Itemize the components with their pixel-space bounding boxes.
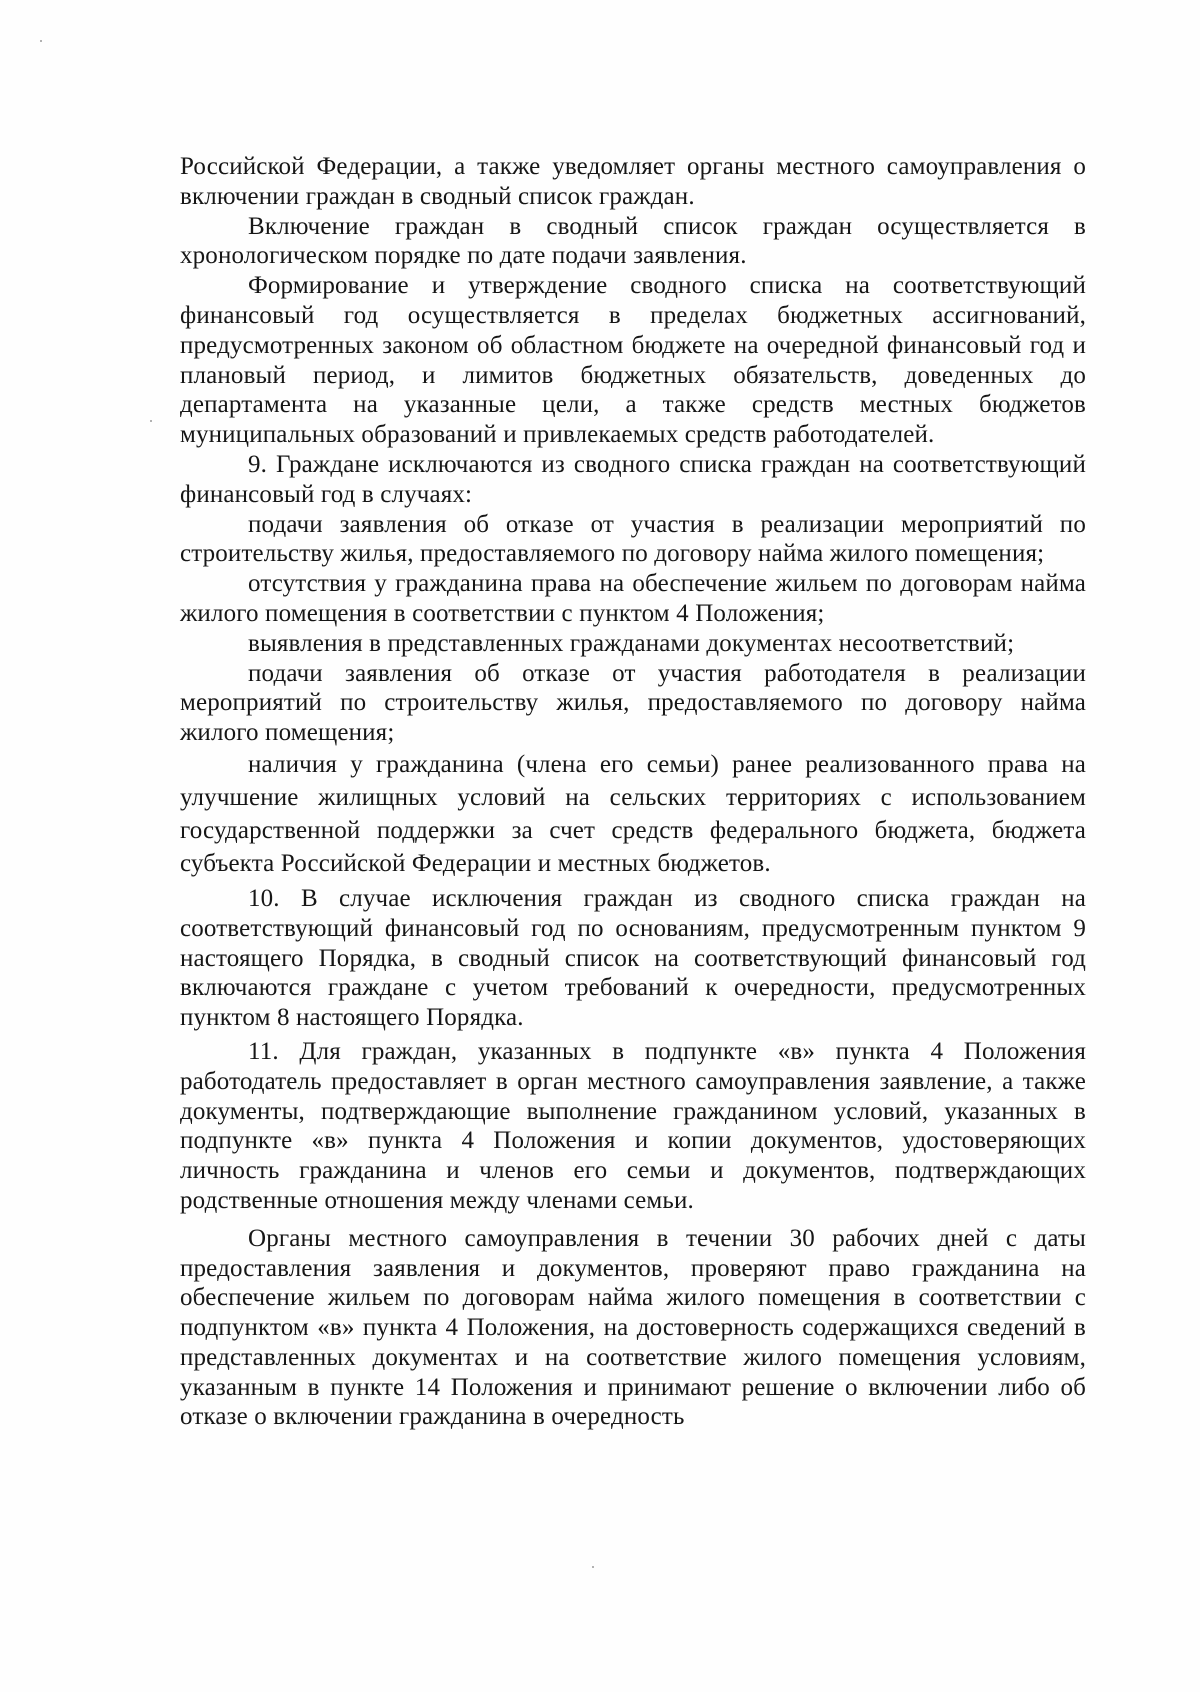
paragraph-item-10: 10. В случае исключения граждан из сводного списка граждан на соответствующий финансовый год по основаниям, предусмотренным пунктом 9 настоящего Порядка, в сводный список на соответствующий финансовый год включаются граждане с учетом требований к очередности, предусмотренных пунктом 8 настоящего Порядка. [180, 884, 1086, 1032]
paragraph-inclusion-order: Включение граждан в сводный список граждан осуществляется в хронологическом порядке по дате подачи заявления. [180, 212, 1086, 270]
document-body [180, 152, 1086, 1432]
scan-speck [150, 420, 152, 422]
paragraph-item-11: 11. Для граждан, указанных в подпункте «в» пункта 4 Положения работодатель предоставляет в орган местного самоуправления заявление, а также документы, подтверждающие выполнение гражданином условий, указанных в подпункте «в» пункта 4 Положения и копии документов, удостоверяющих личность гражданина и членов его семьи и документов, подтверждающих родственные отношения между членами семьи. [180, 1037, 1086, 1214]
paragraph-item-9: 9. Граждане исключаются из сводного списка граждан на соответствующий финансовый год в случаях: [180, 450, 1086, 508]
paragraph-list-formation: Формирование и утверждение сводного списка на соответствующий финансовый год осуществляется в пределах бюджетных ассигнований, предусмотренных законом об областном бюджете на очередной финансовый год и плановый период, и лимитов бюджетных обязательств, доведенных до департамента на указанные цели, а также средств местных бюджетов муниципальных образований и привлекаемых средств работодателей. [180, 272, 1086, 449]
paragraph-case-refusal: подачи заявления об отказе от участия в реализации мероприятий по строительству жилья, предоставляемого по договору найма жилого помещения; [180, 510, 1086, 568]
paragraph-case-employer-refusal: подачи заявления об отказе от участия работодателя в реализации мероприятий по строительству жилья, предоставляемого по договору найма жилого помещения; [180, 659, 1086, 747]
paragraph-continuation: Российской Федерации, а также уведомляет органы местного самоуправления о включении граждан в сводный список граждан. [180, 153, 1086, 210]
paragraph-local-authorities: Органы местного самоуправления в течении 30 рабочих дней с даты предоставления заявления и документов, проверяют право гражданина на обеспечение жильем по договорам найма жилого помещения в соответствии с подпунктом «в» пункта 4 Положения, на достоверность содержащихся сведений в представленных документах и на соответствие жилого помещения условиям, указанным в пункте 14 Положения и принимают решение о включении либо об отказе о включении гражданина в очередность [180, 1224, 1086, 1431]
scan-speck [592, 1566, 594, 1568]
scan-speck [40, 40, 42, 42]
paragraph-case-discrepancies: выявления в представленных гражданами документах несоответствий; [248, 629, 1015, 657]
paragraph-case-no-right: отсутствия у гражданина права на обеспечение жильем по договорам найма жилого помещения в соответствии с пунктом 4 Положения; [180, 570, 1086, 627]
paragraph-case-prior-right: наличия у гражданина (члена его семьи) ранее реализованного права на улучшение жилищных условий на сельских территориях с использованием государственной поддержки за счет средств федерального бюджета, бюджета субъекта Российской Федерации и местных бюджетов. [180, 750, 1086, 877]
